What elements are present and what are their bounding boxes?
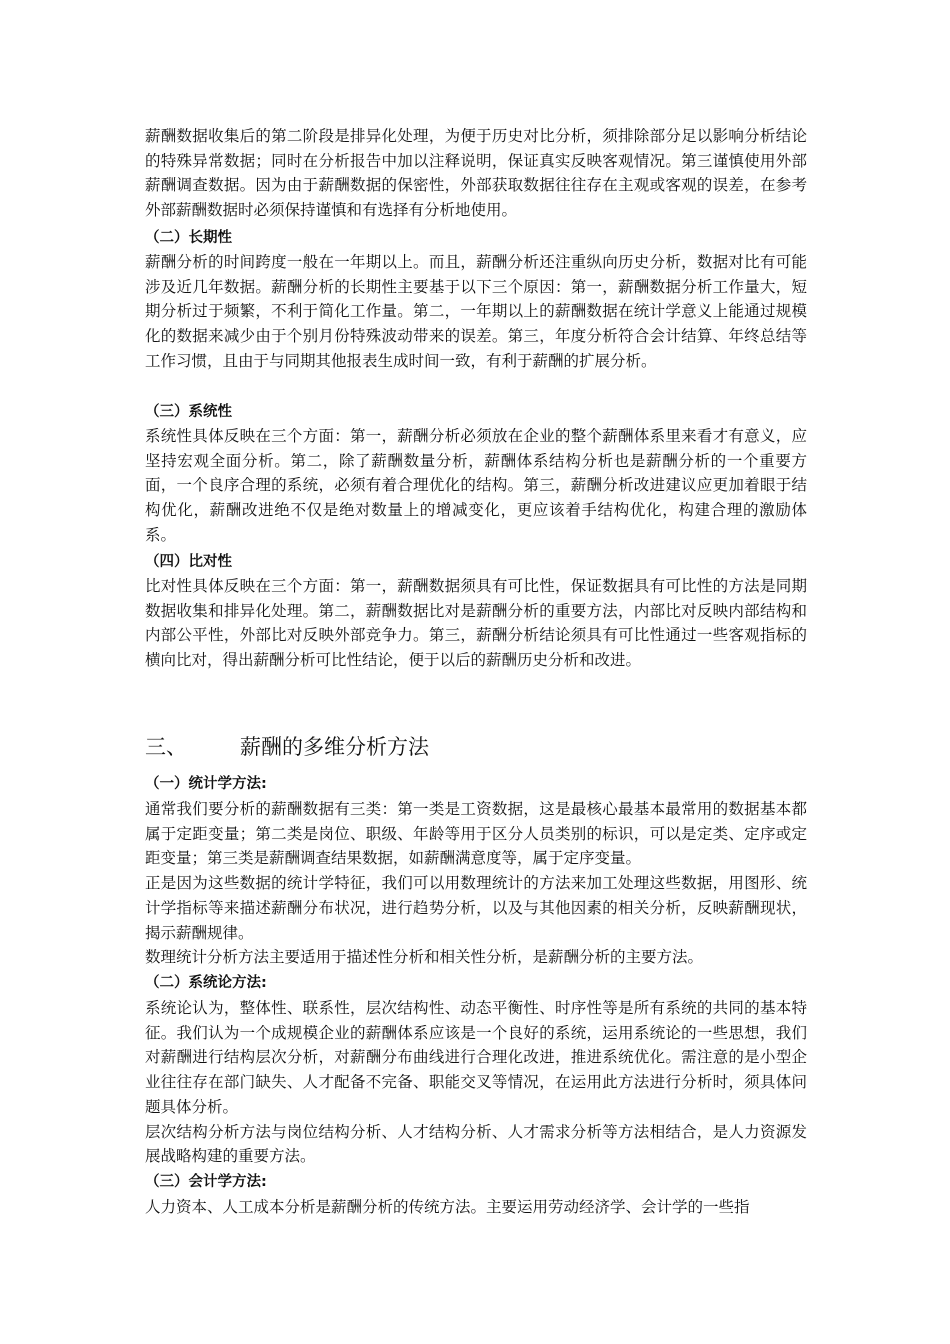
paragraph-text: 正是因为这些数据的统计学特征，我们可以用数理统计的方法来加工处理这些数据，用图形、统计学指标等来描述薪酬分布状况，进行趋势分析，以及与其他因素的相关分析，反映薪酬现状，揭示薪酬规律。 (145, 874, 807, 942)
paragraph-text: 通常我们要分析的薪酬数据有三类：第一类是工资数据，这是最核心最基本最常用的数据基本都属于定距变量；第二类是岗位、职级、年龄等用于区分人员类别的标识，可以是定类、定序或定距变量；第三类是薪酬调查结果数据，如薪酬满意度等，属于定序变量。 (145, 800, 807, 868)
paragraph-comparability (145, 574, 807, 673)
paragraph-text: 薪酬分析的时间跨度一般在一年期以上。而且，薪酬分析还注重纵向历史分析，数据对比有可能涉及近几年数据。薪酬分析的长期性主要基于以下三个原因：第一，薪酬数据分析工作量大，短期分析过于频繁，不利于简化工作量。第二，一年期以上的薪酬数据在统计学意义上能通过规模化的数据来减少由于个别月份特殊波动带来的误差。第三，年度分析符合会计结算、年终总结等工作习惯，且由于与同期其他报表生成时间一致，有利于薪酬的扩展分析。 (145, 253, 807, 370)
subheading-systematic: （三）系统性 (145, 404, 232, 420)
paragraph-text: 系统性具体反映在三个方面：第一，薪酬分析必须放在企业的整个薪酬体系里来看才有意义，应坚持宏观全面分析。第二，除了薪酬数量分析，薪酬体系结构分析也是薪酬分析的一个重要方面，一个良序合理的系统，必须有着合理优化的结构。第三，薪酬分析改进建议应更加着眼于结构优化，薪酬改进绝不仅是绝对数量上的增减变化，更应该着手结构优化，构建合理的激励体系。 (145, 427, 807, 544)
paragraph-systems-theory (145, 996, 807, 1169)
paragraph-long-term (145, 250, 807, 374)
paragraph-text: 比对性具体反映在三个方面：第一，薪酬数据须具有可比性，保证数据具有可比性的方法是同期数据收集和排异化处理。第二，薪酬数据比对是薪酬分析的重要方法，内部比对反映内部结构和内部公平性，外部比对反映外部竞争力。第三，薪酬分析结论须具有可比性通过一些客观指标的横向比对，得出薪酬分析可比性结论，便于以后的薪酬历史分析和改进。 (145, 577, 807, 670)
paragraph-statistics (145, 797, 807, 970)
paragraph-text: 层次结构分析方法与岗位结构分析、人才结构分析、人才需求分析等方法相结合，是人力资源发展战略构建的重要方法。 (145, 1122, 807, 1166)
paragraph-text: 薪酬数据收集后的第二阶段是排异化处理，为便于历史对比分析，须排除部分足以影响分析结论的特殊异常数据；同时在分析报告中加以注释说明，保证真实反映客观情况。第三谨慎使用外部薪酬调查数据。因为由于薪酬数据的保密性，外部获取数据往往存在主观或客观的误差，在参考外部薪酬数据时必须保持谨慎和有选择有分析地使用。 (145, 127, 807, 220)
paragraph-outlier-processing (145, 124, 807, 223)
subheading-accounting: （三）会计学方法: (145, 1174, 267, 1190)
paragraph-accounting (145, 1195, 807, 1220)
subheading-systems-theory: （二）系统论方法: (145, 975, 267, 991)
section-title-text: 薪酬的多维分析方法 (240, 735, 429, 759)
subheading-statistics: （一）统计学方法: (145, 776, 267, 792)
paragraph-systematic (145, 424, 807, 548)
paragraph-text: 系统论认为，整体性、联系性，层次结构性、动态平衡性、时序性等是所有系统的共同的基本特征。我们认为一个成规模企业的薪酬体系应该是一个良好的系统，运用系统论的一些思想，我们对薪酬进行结构层次分析，对薪酬分布曲线进行合理化改进，推进系统优化。需注意的是小型企业往往存在部门缺失、人才配备不完备、职能交叉等情况，在运用此方法进行分析时，须具体问题具体分析。 (145, 999, 807, 1116)
section-title (145, 731, 429, 763)
subheading-comparability: （四）比对性 (145, 554, 232, 570)
section-number: 三、 (145, 735, 187, 759)
subheading-long-term: （二）长期性 (145, 230, 232, 246)
paragraph-text: 数理统计分析方法主要适用于描述性分析和相关性分析，是薪酬分析的主要方法。 (145, 948, 704, 967)
paragraph-text: 人力资本、人工成本分析是薪酬分析的传统方法。主要运用劳动经济学、会计学的一些指 (145, 1198, 750, 1216)
